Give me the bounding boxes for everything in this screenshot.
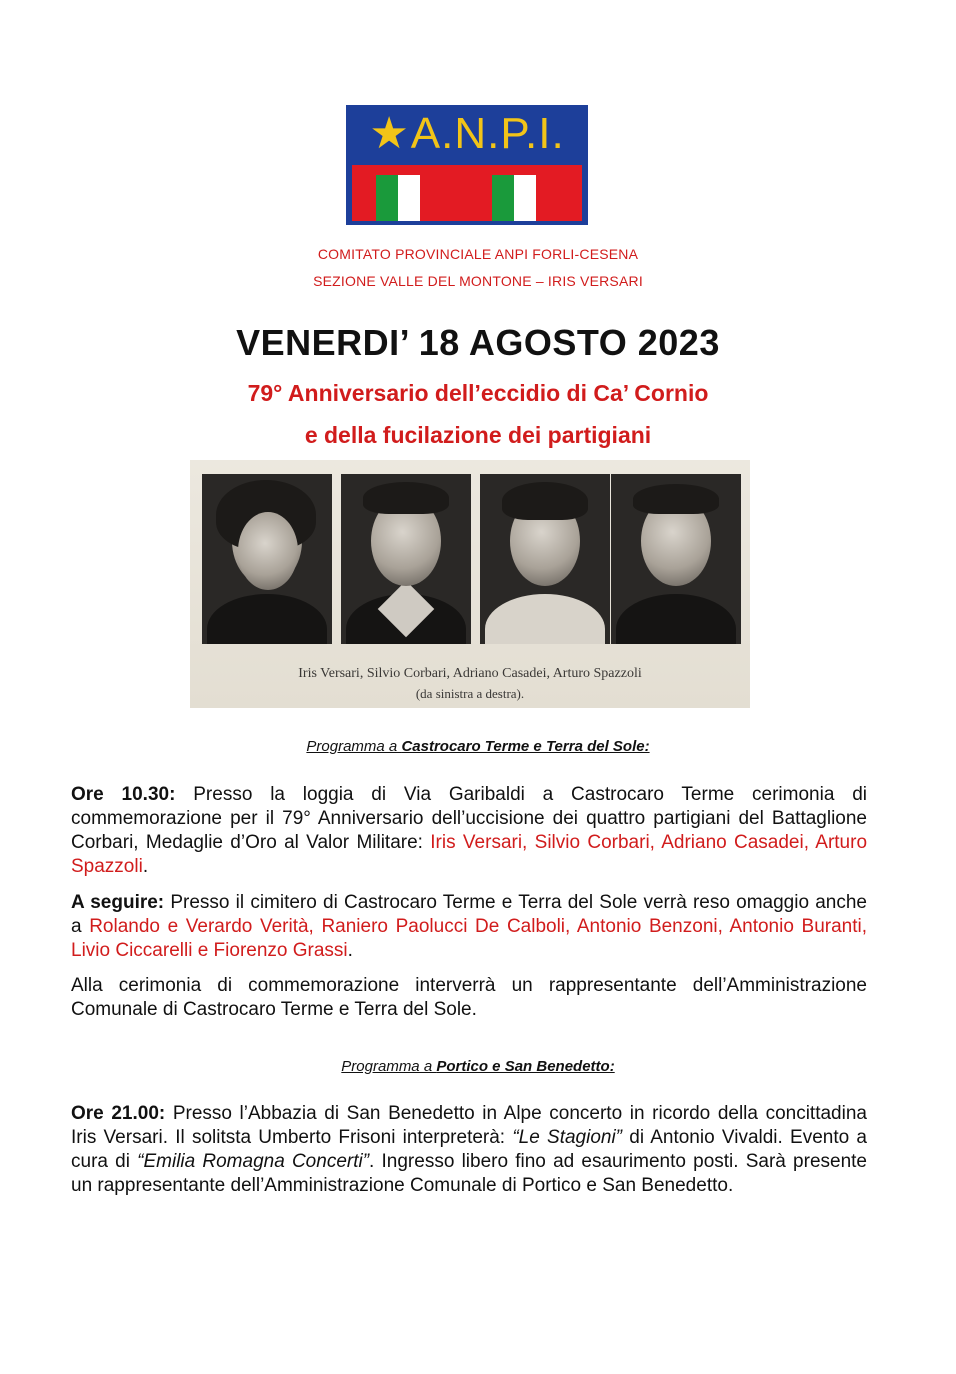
logo-header: [346, 105, 588, 163]
italian-flag-left: [376, 175, 442, 221]
committee-line-2: SEZIONE VALLE DEL MONTONE – IRIS VERSARI: [313, 273, 643, 289]
section-heading-portico: Programma a Portico e San Benedetto:: [341, 1058, 615, 1075]
portrait-3: [480, 474, 610, 644]
following-label: A seguire:: [71, 892, 165, 913]
paragraph-evening-concert: Ore 21.00: Presso l’Abbazia di San Benedetto in Alpe concerto in ricordo della concittadina Iris Versari. Il solitsta Umberto Frisoni interpreterà: “Le Stagioni” di Antonio Vivaldi. Evento a cura di “Emilia Romagna Concerti”. Ingresso libero fino ad esaurimento posti. Sarà presente un rappresentante dell’Amministrazione Comunale di Portico e San Benedetto.: [71, 1103, 868, 1196]
portrait-2: [341, 474, 471, 644]
logo-text: A.N.P.I.: [410, 109, 565, 158]
paragraph-morning-ceremony: Ore 10.30: Presso la loggia di Via Garibaldi a Castrocaro Terme cerimonia di commemorazione per il 79° Anniversario dell’uccisione dei quattro partigiani del Battaglione Corbari, Medaglie d’Oro al Valor Militare: Iris Versari, Silvio Corbari, Adriano Casadei, Arturo Spazzoli.: [71, 784, 868, 877]
star-icon: ★: [369, 109, 409, 158]
portrait-1: [202, 474, 332, 644]
logo-flag-bar: [352, 165, 582, 221]
committee-line-1: COMITATO PROVINCIALE ANPI FORLI-CESENA: [317, 246, 639, 262]
portrait-4: [611, 474, 741, 644]
time-label: Ore 10.30:: [71, 784, 176, 805]
page-title: VENERDI’ 18 AGOSTO 2023: [236, 322, 720, 363]
subtitle-line-2: e della fucilazione dei partigiani: [304, 422, 652, 448]
photo-caption-direction: (da sinistra a destra).: [415, 686, 525, 701]
time-label-evening: Ore 21.00:: [71, 1103, 166, 1124]
partisan-names: Iris Versari, Silvio Corbari, Adriano Casadei, Arturo Spazzoli: [71, 832, 868, 877]
anpi-logo: [346, 105, 588, 225]
paragraph-administration: Alla cerimonia di commemorazione interverrà un rappresentante dell’Amministrazione Comunale di Castrocaro Terme e Terra del Sole.: [71, 975, 867, 1020]
partisans-photo: [190, 460, 750, 708]
photo-caption: Iris Versari, Silvio Corbari, Adriano Casadei, Arturo Spazzoli: [298, 666, 642, 681]
honored-names: Rolando e Verardo Verità, Raniero Paolucci De Calboli, Antonio Benzoni, Antonio Buranti, Livio Ciccarelli e Fiorenzo Grassi: [71, 916, 868, 961]
italian-flag-right: [492, 175, 558, 221]
paragraph-cemetery: A seguire: Presso il cimitero di Castrocaro Terme e Terra del Sole verrà reso omaggio anche a Rolando e Verardo Verità, Raniero Paolucci De Calboli, Antonio Benzoni, Antonio Buranti, Livio Ciccarelli e Fiorenzo Grassi.: [71, 892, 868, 961]
section-heading-castrocaro: Programma a Castrocaro Terme e Terra del Sole:: [306, 738, 650, 755]
subtitle-line-1: 79° Anniversario dell’eccidio di Ca’ Cornio: [247, 380, 709, 406]
